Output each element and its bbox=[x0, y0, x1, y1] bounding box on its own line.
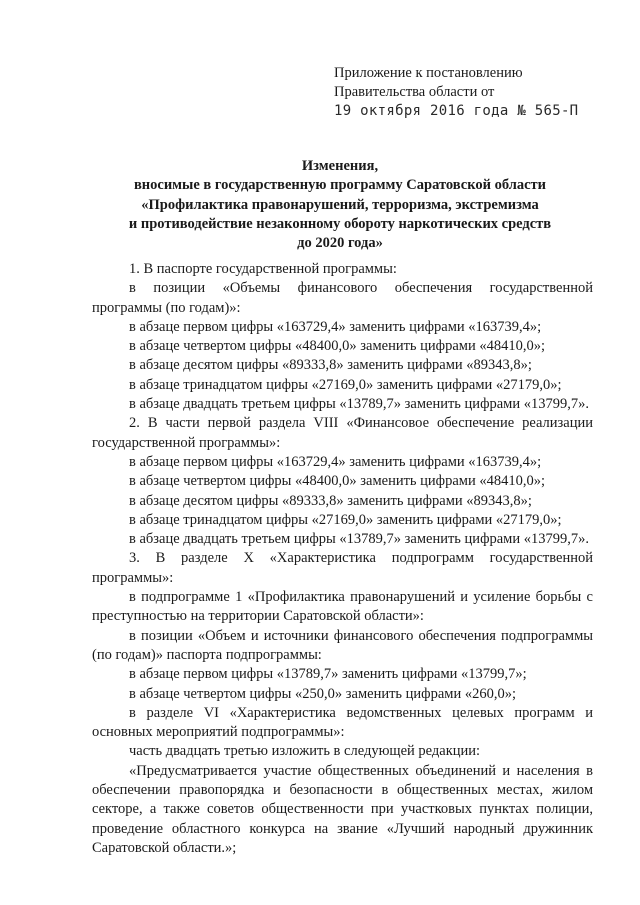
appendix-date-stamp: 19 октября 2016 года № 565-П bbox=[334, 103, 579, 119]
paragraph: в абзаце десятом цифры «89333,8» заменить цифрами «89343,8»; bbox=[129, 492, 532, 509]
paragraph: в абзаце первом цифры «163729,4» заменить цифрами «163739,4»; bbox=[129, 318, 542, 335]
paragraph: часть двадцать третью изложить в следующей редакции: bbox=[129, 743, 481, 760]
paragraph: в позиции «Объем и источники финансового обеспечения подпрограммы (по годам)» паспорта подпрограммы: bbox=[92, 627, 593, 663]
title-line-4: и противодействие незаконному обороту наркотических средств bbox=[128, 215, 552, 232]
appendix-line-2: Правительства области от bbox=[334, 84, 495, 100]
paragraph: в подпрограмме 1 «Профилактика правонарушений и усиление борьбы с преступностью на территории Саратовской области»: bbox=[92, 589, 593, 625]
paragraph: в разделе VI «Характеристика ведомственных целевых программ и основных мероприятий подпрограммы»: bbox=[92, 704, 593, 741]
paragraph: 1. В паспорте государственной программы: bbox=[129, 261, 397, 277]
paragraph: в абзаце двадцать третьем цифры «13789,7» заменить цифрами «13799,7». bbox=[129, 396, 589, 413]
title-line-3: «Профилактика правонарушений, терроризма, экстремизма bbox=[141, 196, 539, 213]
paragraph: в абзаце четвертом цифры «250,0» заменить цифрами «260,0»; bbox=[129, 685, 516, 702]
paragraph: в абзаце тринадцатом цифры «27169,0» заменить цифрами «27179,0»; bbox=[129, 511, 562, 528]
paragraph: 2. В части первой раздела VIII «Финансовое обеспечение реализации государственной программы»: bbox=[92, 415, 593, 451]
paragraph: в абзаце двадцать третьем цифры «13789,7» заменить цифрами «13799,7». bbox=[129, 531, 589, 548]
title-line-2: вносимые в государственную программу Саратовской области bbox=[133, 177, 547, 194]
document-title bbox=[95, 157, 585, 253]
paragraph: в абзаце четвертом цифры «48400,0» заменить цифрами «48410,0»; bbox=[129, 473, 545, 490]
paragraph: в абзаце тринадцатом цифры «27169,0» заменить цифрами «27179,0»; bbox=[129, 376, 562, 393]
paragraph: «Предусматривается участие общественных объединений и населения в обеспечении правопорядка и безопасности в общественных местах, жилом секторе, а также советов общественности при участковых пунктах полиции, проведение областного конкурса на звание «Лучший народный дружинник Саратовской области.»; bbox=[92, 762, 593, 856]
paragraph: в абзаце первом цифры «13789,7» заменить цифрами «13799,7»; bbox=[129, 666, 527, 683]
paragraph: в абзаце десятом цифры «89333,8» заменить цифрами «89343,8»; bbox=[129, 357, 532, 374]
paragraph: 3. В разделе X «Характеристика подпрограмм государственной программы»: bbox=[92, 550, 593, 586]
paragraph: в абзаце четвертом цифры «48400,0» заменить цифрами «48410,0»; bbox=[129, 338, 545, 355]
paragraph: в абзаце первом цифры «163729,4» заменить цифрами «163739,4»; bbox=[129, 453, 542, 470]
appendix-header bbox=[334, 64, 578, 121]
appendix-line-1: Приложение к постановлению bbox=[334, 65, 523, 81]
title-line-5: до 2020 года» bbox=[297, 235, 383, 252]
title-line-1: Изменения, bbox=[301, 158, 379, 174]
document-body bbox=[92, 260, 593, 858]
paragraph: в позиции «Объемы финансового обеспечения государственной программы (по годам)»: bbox=[92, 280, 593, 316]
